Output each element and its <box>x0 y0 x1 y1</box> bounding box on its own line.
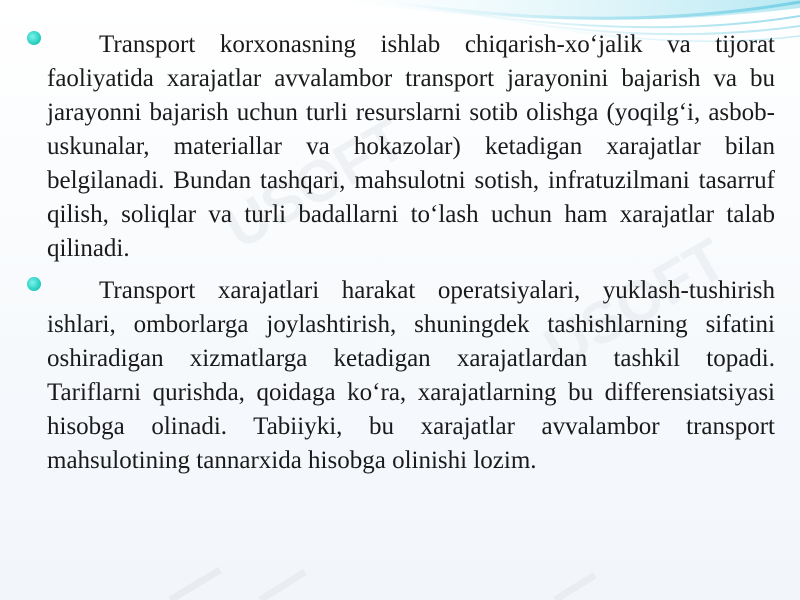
paragraph-1 <box>47 28 775 266</box>
teal-dot-icon <box>27 277 41 291</box>
paragraph-2-text: Transport xarajatlari harakat operatsiyalari, yuklash-tushirish ishlari, omborlarga joylashtirish, shuningdek tashishlarning sifatini oshiradigan xizmatlarga ketadigan xarajatlardan tashkil topadi. Tariflarni qurishda, qoidaga ko‘ra, xarajatlarning bu differensiatsiyasi hisobga olinadi. Tabiiyki, bu xarajatlar avvalambor transport mahsulotining tannarxida hisobga olinishi lozim. <box>47 277 775 474</box>
svg-text:USOFT: USOFT <box>214 106 417 262</box>
paragraph-2 <box>47 274 775 478</box>
text-content <box>47 28 775 478</box>
paragraph-1-text: Transport korxonasning ishlab chiqarish-xo‘jalik va tijorat faoliyatida xarajatlar avvalambor transport jarayonini bajarish va bu jarayonni bajarish uchun turli resurslarni sotib olishga (yoqilg‘i, asbob-uskunalar, materiallar va hokazolar) ketadigan xarajatlar bilan belgilanadi. Bundan tashqari, mahsulotni sotish, infratuzilmani tasarruf qilish, soliqlar va turli badallarni to‘lash uchun ham xarajatlar talab qilinadi. <box>47 31 775 262</box>
teal-dot-icon <box>27 31 41 45</box>
svg-text:USOFT: USOFT <box>534 226 737 382</box>
